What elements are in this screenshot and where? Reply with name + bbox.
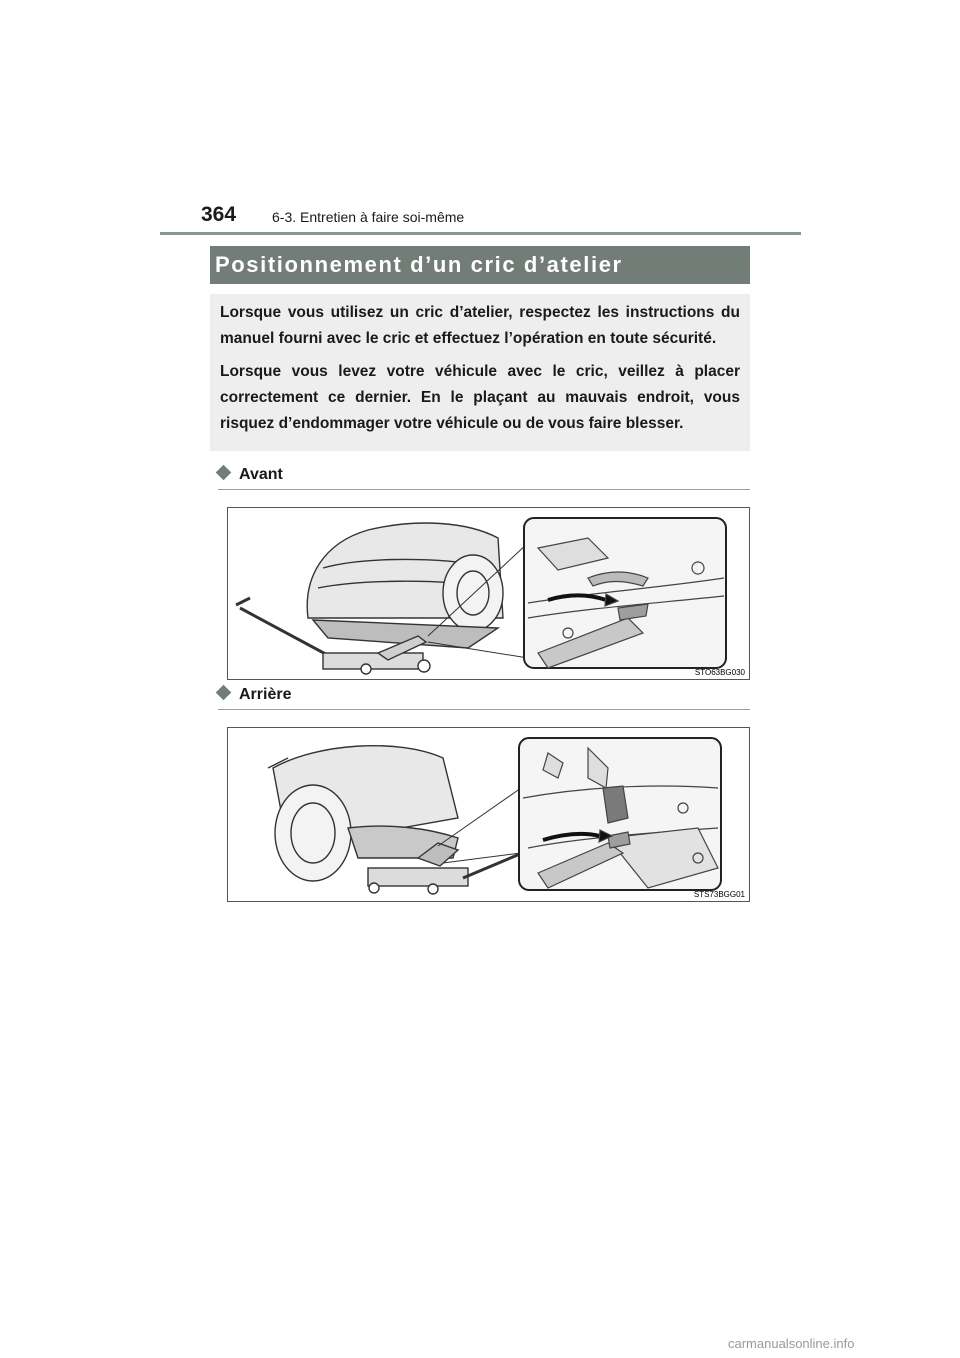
figure-front-code: STO63BG030 (694, 668, 745, 677)
subheading-front (218, 466, 283, 484)
intro-paragraph-2: Lorsque vous levez votre véhicule avec le cric, veillez à placer correctement ce dernier. En le plaçant au mauvais endroit, vous risquez d’endommager votre véhicule ou de vous faire blesser. (220, 363, 740, 432)
subheading-rear-label: Arrière (239, 686, 292, 703)
subheading-front-label: Avant (239, 466, 283, 483)
subheading-front-rule (218, 489, 750, 490)
section-header: 6-3. Entretien à faire soi-même (272, 209, 465, 225)
intro-paragraph-1: Lorsque vous utilisez un cric d’atelier, respectez les instructions du manuel fourni avec le cric et effectuez l’opération en toute sécurité. (220, 304, 740, 347)
figure-rear-code: STS73BGG01 (693, 890, 745, 899)
diamond-icon (216, 685, 232, 701)
page-number: 364 (201, 203, 237, 226)
subheading-rear-rule (218, 709, 750, 710)
diamond-icon (216, 465, 232, 481)
front-jack-illustration (228, 508, 749, 679)
figure-front-jack (227, 507, 750, 680)
figure-rear-jack (227, 727, 750, 902)
subheading-rear (218, 686, 291, 704)
header-rule (160, 232, 801, 235)
rear-jack-illustration (228, 728, 749, 901)
page-title: Positionnement d’un cric d’atelier (210, 246, 750, 284)
watermark: carmanualsonline.info (728, 1336, 855, 1351)
intro-box (210, 294, 750, 451)
